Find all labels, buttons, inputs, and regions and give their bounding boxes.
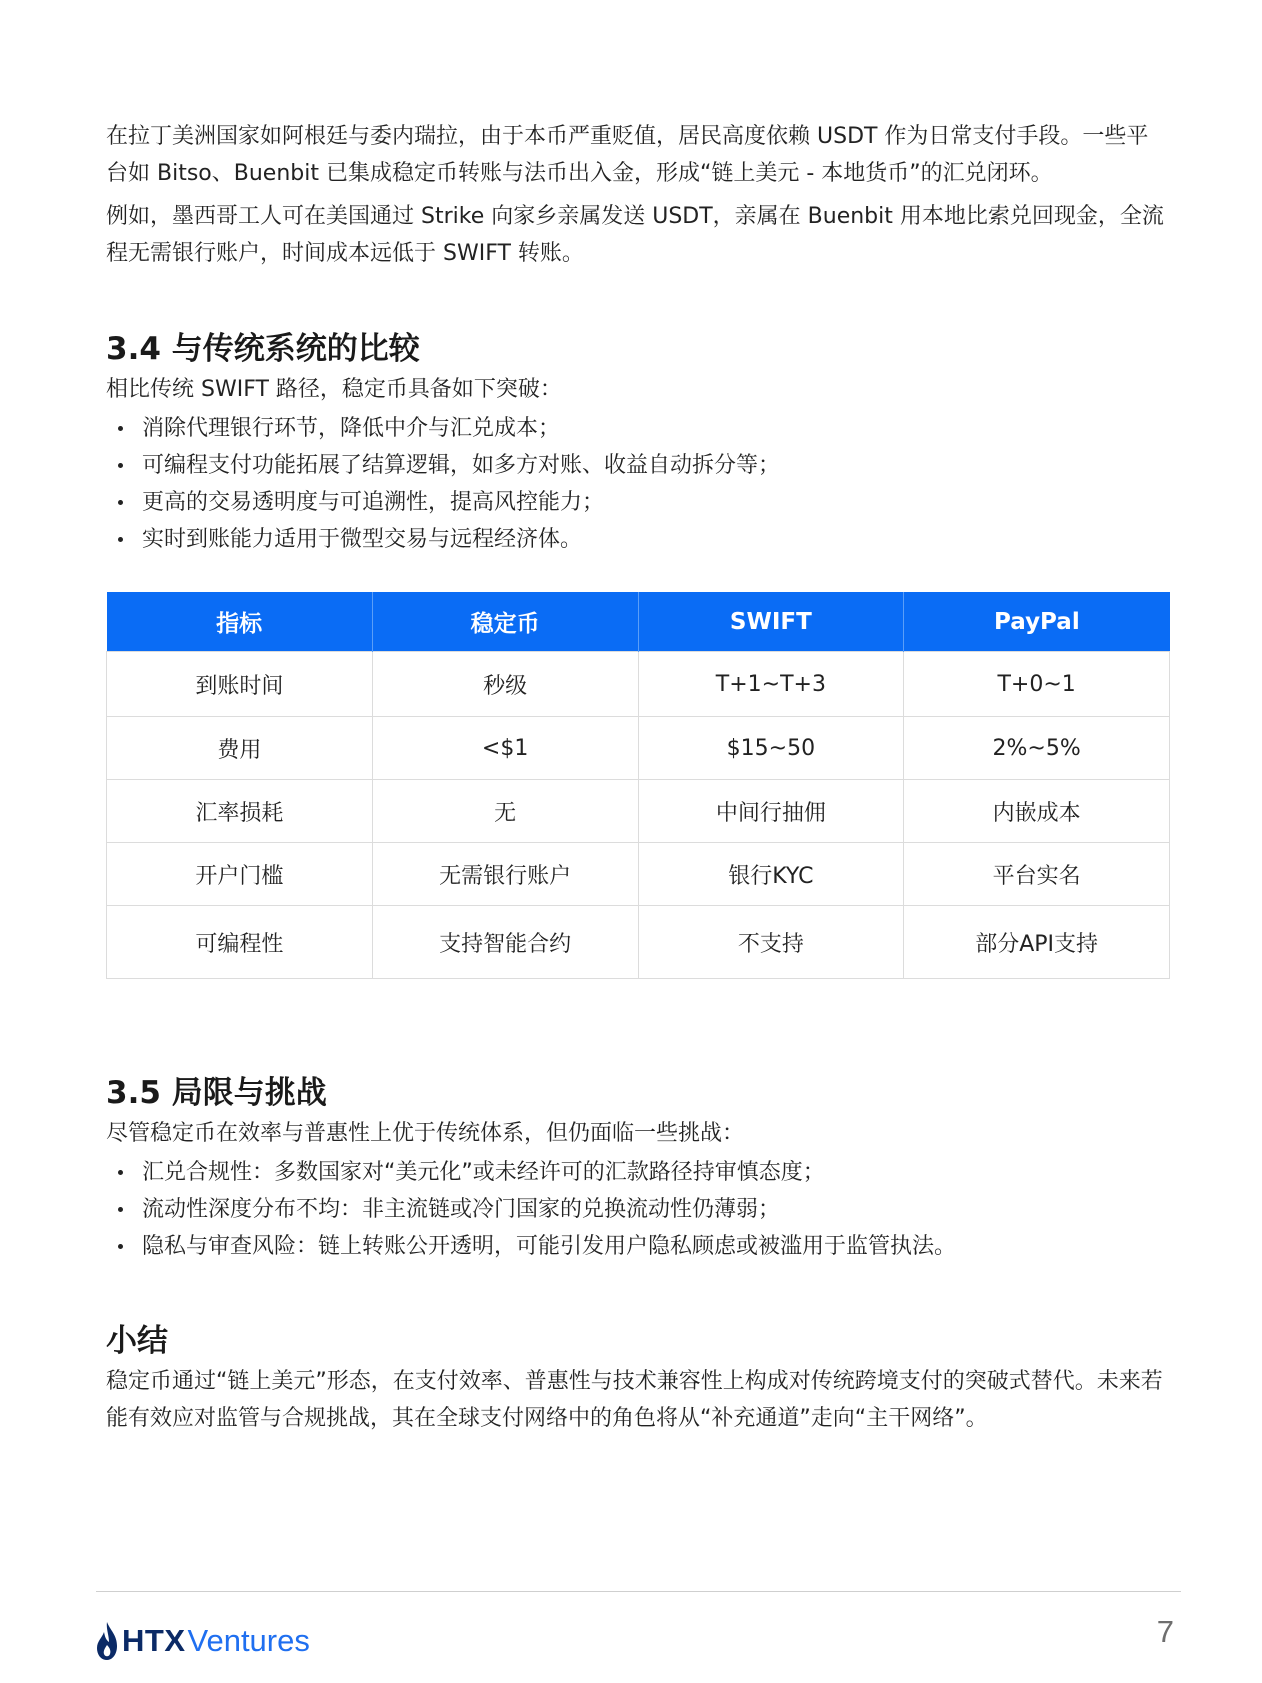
table-header-cell: 稳定币 <box>372 592 638 652</box>
list-item-text: 流动性深度分布不均：非主流链或冷门国家的兑换流动性仍薄弱； <box>142 1197 781 1222</box>
summary-heading: 小结 <box>106 1323 168 1359</box>
list-item-text: 隐私与审查风险：链上转账公开透明，可能引发用户隐私顾虑或被滥用于监管执法。 <box>142 1234 957 1259</box>
footer-divider <box>96 1591 1181 1592</box>
table-cell: 到账时间 <box>107 652 373 717</box>
summary-paragraph: 稳定币通过“链上美元”形态，在支付效率、普惠性与技术兼容性上构成对传统跨境支付的突破式替代。未来若能有效应对监管与合规挑战，其在全球支付网络中的角色将从“补充通道”走向“主干网络”。 <box>106 1369 1163 1431</box>
logo-sub-text: Ventures <box>187 1623 310 1658</box>
table-cell: 内嵌成本 <box>904 780 1170 843</box>
table-row <box>107 843 1170 906</box>
table-cell: 部分API支持 <box>904 906 1170 979</box>
bullet-dot-icon <box>118 463 123 468</box>
section-3-4-bullets <box>106 410 1170 558</box>
table-row <box>107 780 1170 843</box>
section-3-4-heading: 3.4 与传统系统的比较 <box>106 331 420 367</box>
bullet-dot-icon <box>118 500 123 505</box>
table-cell: 费用 <box>107 717 373 780</box>
table-cell: 支持智能合约 <box>372 906 638 979</box>
section-3-4-lead: 相比传统 SWIFT 路径，稳定币具备如下突破： <box>106 377 562 402</box>
bullet-dot-icon <box>118 1244 123 1249</box>
table-cell: 2%~5% <box>904 717 1170 780</box>
table-cell: 无需银行账户 <box>372 843 638 906</box>
list-item-text: 消除代理银行环节，降低中介与汇兑成本； <box>142 416 561 441</box>
list-item-text: 实时到账能力适用于微型交易与远程经济体。 <box>142 527 583 552</box>
table-cell: 可编程性 <box>107 906 373 979</box>
table-cell: 银行KYC <box>638 843 904 906</box>
section-3-5-lead: 尽管稳定币在效率与普惠性上优于传统体系，但仍面临一些挑战： <box>106 1121 745 1146</box>
table-cell: <$1 <box>372 717 638 780</box>
table-cell: 平台实名 <box>904 843 1170 906</box>
list-item <box>106 521 1170 558</box>
table-cell: T+0~1 <box>904 652 1170 717</box>
table-row <box>107 652 1170 717</box>
document-page <box>106 118 1170 1437</box>
bullet-dot-icon <box>118 1207 123 1212</box>
list-item-text: 可编程支付功能拓展了结算逻辑，如多方对账、收益自动拆分等； <box>142 453 781 478</box>
page-number: 7 <box>1156 1614 1174 1649</box>
flame-icon <box>96 1621 118 1661</box>
table-cell: 无 <box>372 780 638 843</box>
list-item <box>106 484 1170 521</box>
bullet-dot-icon <box>118 537 123 542</box>
table-row <box>107 906 1170 979</box>
table-cell: 汇率损耗 <box>107 780 373 843</box>
intro-paragraph-2: 例如，墨西哥工人可在美国通过 Strike 向家乡亲属发送 USDT，亲属在 Buenbit 用本地比索兑回现金，全流程无需银行账户，时间成本远低于 SWIFT 转账。 <box>106 204 1164 266</box>
bullet-dot-icon <box>118 1170 123 1175</box>
intro-paragraph-1: 在拉丁美洲国家如阿根廷与委内瑞拉，由于本币严重贬值，居民高度依赖 USDT 作为日常支付手段。一些平台如 Bitso、Buenbit 已集成稳定币转账与法币出入金，形成“链上美元 - 本地货币”的汇兑闭环。 <box>106 124 1149 186</box>
table-header-cell: SWIFT <box>638 592 904 652</box>
list-item <box>106 1228 1170 1265</box>
table-cell: 不支持 <box>638 906 904 979</box>
list-item <box>106 410 1170 447</box>
table-header-cell: 指标 <box>107 592 373 652</box>
list-item-text: 更高的交易透明度与可追溯性，提高风控能力； <box>142 490 605 515</box>
list-item <box>106 1154 1170 1191</box>
section-3-5-heading: 3.5 局限与挑战 <box>106 1075 327 1111</box>
list-item <box>106 1191 1170 1228</box>
table-cell: 秒级 <box>372 652 638 717</box>
list-item <box>106 447 1170 484</box>
table-cell: T+1~T+3 <box>638 652 904 717</box>
table-header-row <box>107 592 1170 652</box>
list-item-text: 汇兑合规性：多数国家对“美元化”或未经许可的汇款路径持审慎态度； <box>142 1160 825 1185</box>
section-3-5-bullets <box>106 1154 1170 1265</box>
comparison-table <box>106 592 1170 979</box>
table-row <box>107 717 1170 780</box>
table-cell: $15~50 <box>638 717 904 780</box>
table-cell: 中间行抽佣 <box>638 780 904 843</box>
table-header-cell: PayPal <box>904 592 1170 652</box>
logo-brand-text: HTX <box>122 1623 186 1658</box>
table-cell: 开户门槛 <box>107 843 373 906</box>
htx-ventures-logo <box>96 1618 310 1664</box>
bullet-dot-icon <box>118 426 123 431</box>
